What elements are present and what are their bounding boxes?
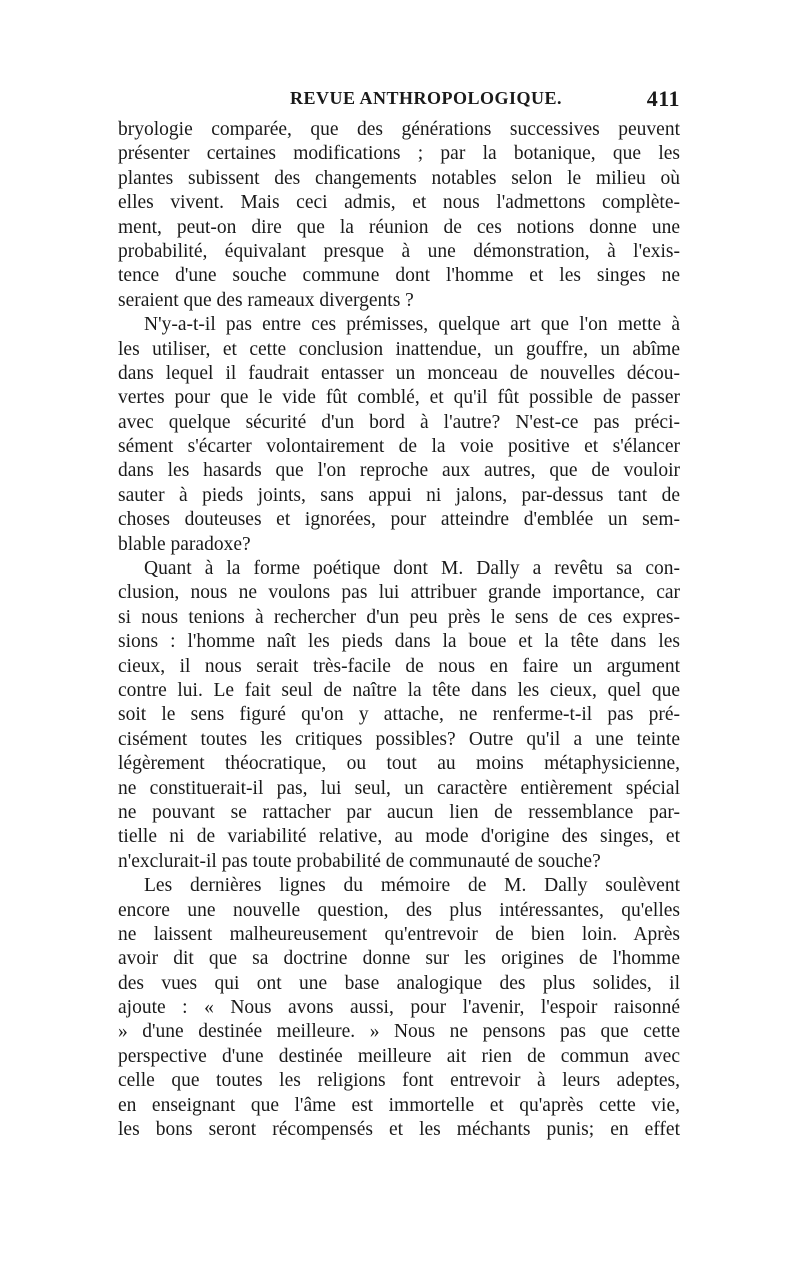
text-line: sément s'écarter volontairement de la voie positive et s'élancer (118, 436, 680, 458)
text-line: dans les hasards que l'on reproche aux autres, que de vouloir (118, 460, 680, 482)
text-line: soit le sens figuré qu'on y attache, ne renferme-t-il pas pré- (118, 704, 680, 726)
text-line: choses douteuses et ignorées, pour atteindre d'emblée un sem- (118, 509, 680, 531)
text-line: tence d'une souche commune dont l'homme et les singes ne (118, 265, 680, 287)
text-line: sauter à pieds joints, sans appui ni jalons, par-dessus tant de (118, 484, 680, 506)
text-line: des vues qui ont une base analogique des plus solides, il (118, 972, 680, 994)
text-line: vertes pour que le vide fût comblé, et qu'il fût possible de passer (118, 387, 680, 409)
running-title: REVUE ANTHROPOLOGIQUE. (290, 88, 563, 108)
text-line: cieux, il nous serait très-facile de nous en faire un argument (118, 655, 680, 677)
text-line: les utiliser, et cette conclusion inattendue, un gouffre, un abîme (118, 338, 680, 360)
text-line: ment, peut-on dire que la réunion de ces notions donne une (118, 216, 680, 238)
text-line: n'exclurait-il pas toute probabilité de communauté de souche? (118, 850, 601, 872)
text-line: bryologie comparée, que des générations successives peuvent (118, 119, 680, 140)
text-line: N'y-a-t-il pas entre ces prémisses, quelque art que l'on mette à (144, 314, 680, 336)
text-line: seraient que des rameaux divergents ? (118, 289, 414, 311)
text-line: contre lui. Le fait seul de naître la tête dans les cieux, quel que (118, 679, 680, 701)
text-line: plantes subissent des changements notables selon le milieu où (118, 167, 680, 189)
text-line: Quant à la forme poétique dont M. Dally a revêtu sa con- (144, 558, 680, 580)
text-line: » d'une destinée meilleure. » Nous ne pensons pas que cette (118, 1021, 680, 1043)
text-line: ne pouvant se rattacher par aucun lien de ressemblance par- (118, 801, 680, 823)
text-line: les bons seront récompensés et les méchants punis; en effet (118, 1119, 680, 1141)
text-line: légèrement théocratique, ou tout au moins métaphysicienne, (118, 753, 680, 775)
body-text (118, 118, 680, 1142)
text-line: dans lequel il faudrait entasser un monceau de nouvelles décou- (118, 362, 680, 384)
text-line: encore une nouvelle question, des plus intéressantes, qu'elles (118, 899, 680, 921)
text-line: elles vivent. Mais ceci admis, et nous l'admettons complète- (118, 192, 680, 214)
text-line: avoir dit que sa doctrine donne sur les origines de l'homme (118, 948, 680, 970)
text-line: blable paradoxe? (118, 533, 251, 555)
text-line: probabilité, équivalant presque à une démonstration, à l'exis- (118, 240, 680, 262)
running-head (118, 88, 680, 116)
text-line: sions : l'homme naît les pieds dans la boue et la tête dans les (118, 631, 680, 653)
text-line: tielle ni de variabilité relative, au mode d'origine des singes, et (118, 826, 680, 848)
text-line: présenter certaines modifications ; par la botanique, que les (118, 143, 680, 165)
text-line: ajoute : « Nous avons aussi, pour l'avenir, l'espoir raisonné (118, 997, 680, 1019)
book-page (118, 88, 680, 1142)
text-line: clusion, nous ne voulons pas lui attribuer grande importance, car (118, 582, 680, 604)
page-number: 411 (646, 86, 680, 111)
text-line: Les dernières lignes du mémoire de M. Dally soulèvent (144, 875, 680, 897)
text-line: celle que toutes les religions font entrevoir à leurs adeptes, (118, 1070, 680, 1092)
text-line: ne constituerait-il pas, lui seul, un caractère entièrement spécial (118, 777, 680, 799)
text-line: avec quelque sécurité d'un bord à l'autre? N'est-ce pas préci- (118, 411, 680, 433)
text-line: en enseignant que l'âme est immortelle et qu'après cette vie, (118, 1094, 680, 1116)
text-line: si nous tenions à rechercher d'un peu près le sens de ces expres- (118, 606, 680, 628)
text-line: perspective d'une destinée meilleure ait rien de commun avec (118, 1045, 680, 1067)
text-line: ne laissent malheureusement qu'entrevoir de bien loin. Après (118, 923, 680, 945)
text-line: cisément toutes les critiques possibles? Outre qu'il a une teinte (118, 728, 680, 750)
